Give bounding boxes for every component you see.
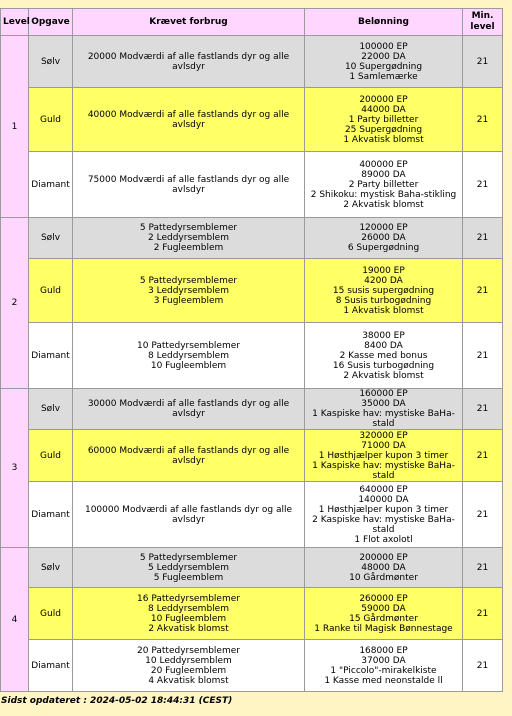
min-level-cell: 21 [463,548,503,588]
table-row [1,482,503,548]
min-level-cell: 21 [463,482,503,548]
table-row [1,389,503,430]
min-level-cell: 21 [463,88,503,152]
reward-cell: 168000 EP 37000 DA 1 "Piccolo"-mirakelkiste 1 Kasse med neonstalde ll [305,640,463,692]
requirement-cell: 30000 Modværdi af alle fastlands dyr og alle avlsdyr [73,389,305,430]
table-row [1,588,503,640]
reward-cell: 400000 EP 89000 DA 2 Party billetter 2 Shikoku: mystisk Baha-stikling 2 Akvatisk blomst [305,152,463,218]
task-cell: Diamant [29,640,73,692]
table-row [1,548,503,588]
task-cell: Guld [29,430,73,482]
task-cell: Sølv [29,389,73,430]
min-level-cell: 21 [463,218,503,259]
header-reward: Belønning [305,9,463,36]
requirement-cell: 5 Pattedyrsemblemer 3 Leddyrsemblem 3 Fugleemblem [73,259,305,323]
quest-table [0,8,503,692]
header-min-level: Min. level [463,9,503,36]
reward-cell: 200000 EP 44000 DA 1 Party billetter 25 Supergødning 1 Akvatisk blomst [305,88,463,152]
task-cell: Diamant [29,323,73,389]
level-cell: 1 [1,36,29,218]
last-updated-text: Sidst opdateret : 2024-05-02 18:44:31 (CEST) [1,696,233,706]
table-row [1,323,503,389]
level-cell: 3 [1,389,29,548]
requirement-cell: 10 Pattedyrsemblemer 8 Leddyrsemblem 10 Fugleemblem [73,323,305,389]
task-cell: Sølv [29,36,73,88]
task-cell: Diamant [29,152,73,218]
table-row [1,36,503,88]
requirement-cell: 75000 Modværdi af alle fastlands dyr og alle avlsdyr [73,152,305,218]
min-level-cell: 21 [463,389,503,430]
table-row [1,152,503,218]
requirement-cell: 60000 Modværdi af alle fastlands dyr og alle avlsdyr [73,430,305,482]
level-cell: 4 [1,548,29,692]
task-cell: Guld [29,88,73,152]
table-row [1,88,503,152]
requirement-cell: 5 Pattedyrsemblemer 5 Leddyrsemblem 5 Fugleemblem [73,548,305,588]
requirement-cell: 20000 Modværdi af alle fastlands dyr og alle avlsdyr [73,36,305,88]
min-level-cell: 21 [463,36,503,88]
reward-cell: 260000 EP 59000 DA 15 Gårdmønter 1 Ranke til Magisk Bønnestage [305,588,463,640]
header-task: Opgave [29,9,73,36]
min-level-cell: 21 [463,588,503,640]
reward-cell: 200000 EP 48000 DA 10 Gårdmønter [305,548,463,588]
reward-cell: 120000 EP 26000 DA 6 Supergødning [305,218,463,259]
min-level-cell: 21 [463,323,503,389]
task-cell: Diamant [29,482,73,548]
header-level: Level [1,9,29,36]
requirement-cell: 100000 Modværdi af alle fastlands dyr og alle avlsdyr [73,482,305,548]
task-cell: Sølv [29,548,73,588]
reward-cell: 38000 EP 8400 DA 2 Kasse med bonus 16 Susis turbogødning 2 Akvatisk blomst [305,323,463,389]
task-cell: Guld [29,588,73,640]
reward-cell: 320000 EP 71000 DA 1 Høsthjælper kupon 3 timer 1 Kaspiske hav: mystiske BaHa-stald [305,430,463,482]
table-row [1,259,503,323]
min-level-cell: 21 [463,152,503,218]
task-cell: Guld [29,259,73,323]
task-cell: Sølv [29,218,73,259]
min-level-cell: 21 [463,430,503,482]
requirement-cell: 16 Pattedyrsemblemer 8 Leddyrsemblem 10 Fugleemblem 2 Akvatisk blomst [73,588,305,640]
reward-cell: 100000 EP 22000 DA 10 Supergødning 1 Samlemærke [305,36,463,88]
level-cell: 2 [1,218,29,389]
header-requirement: Krævet forbrug [73,9,305,36]
table-row [1,218,503,259]
reward-cell: 160000 EP 35000 DA 1 Kaspiske hav: mystiske BaHa-stald [305,389,463,430]
min-level-cell: 21 [463,640,503,692]
min-level-cell: 21 [463,259,503,323]
reward-cell: 19000 EP 4200 DA 15 susis supergødning 8 Susis turbogødning 1 Akvatisk blomst [305,259,463,323]
table-row [1,430,503,482]
reward-cell: 640000 EP 140000 DA 1 Høsthjælper kupon 3 timer 2 Kaspiske hav: mystiske BaHa-stald 1 Flot axolotl [305,482,463,548]
table-row [1,640,503,692]
requirement-cell: 40000 Modværdi af alle fastlands dyr og alle avlsdyr [73,88,305,152]
requirement-cell: 5 Pattedyrsemblemer 2 Leddyrsemblem 2 Fugleemblem [73,218,305,259]
requirement-cell: 20 Pattedyrsemblemer 10 Leddyrsemblem 20 Fugleemblem 4 Akvatisk blomst [73,640,305,692]
header-row [1,9,503,36]
